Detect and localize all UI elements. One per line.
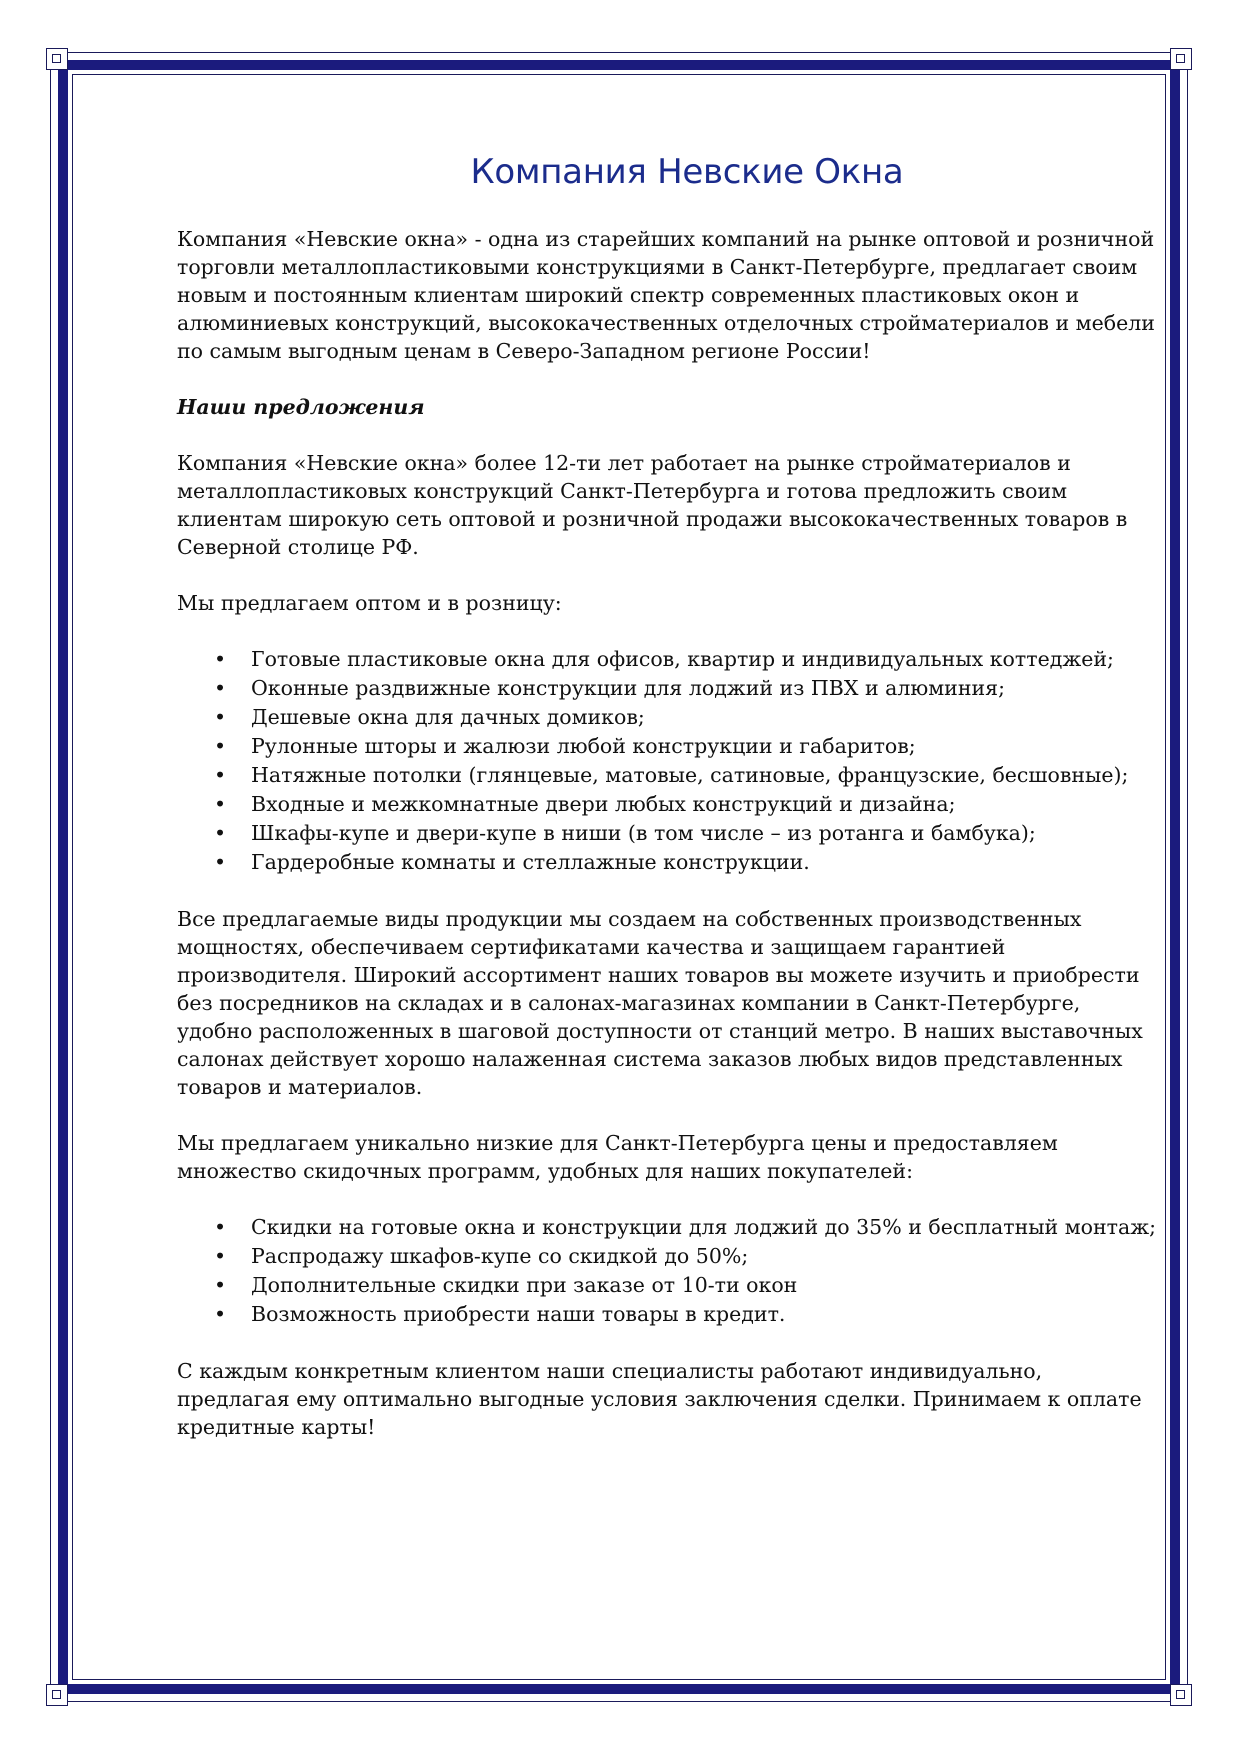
corner-ornament-bottom-right [1170, 1684, 1192, 1706]
discounts-list [177, 1213, 1157, 1329]
corner-ornament-bottom-left [46, 1684, 68, 1706]
list-item: • Рулонные шторы и жалюзи любой конструкции и габаритов; [251, 732, 1157, 761]
list-item: • Оконные раздвижные конструкции для лоджий из ПВХ и алюминия; [251, 674, 1157, 703]
list-item: • Возможность приобрести наши товары в кредит. [251, 1300, 1157, 1329]
paragraph-experience: Компания «Невские окна» более 12-ти лет работает на рынке стройматериалов и металлопластиковых конструкций Санкт-Петербурга и готова предложить своим клиентам широкую сеть оптовой и розничной продажи высококачественных товаров в Северной столице РФ. [177, 451, 1128, 559]
list-item: • Шкафы-купе и двери-купе в ниши (в том числе – из ротанга и бамбука); [251, 819, 1157, 848]
offers-list [177, 645, 1157, 877]
corner-ornament-top-left [46, 48, 68, 70]
list-item: • Дополнительные скидки при заказе от 10-ти окон [251, 1271, 1157, 1300]
section-heading: Наши предложения [177, 395, 425, 419]
paragraph-discounts-intro: Мы предлагаем уникально низкие для Санкт-Петербурга цены и предоставляем множество скидочных программ, удобных для наших покупателей: [177, 1131, 1058, 1183]
list-item: • Натяжные потолки (глянцевые, матовые, сатиновые, французские, бесшовные); [251, 761, 1157, 790]
corner-ornament-top-right [1170, 48, 1192, 70]
list-item: • Гардеробные комнаты и стеллажные конструкции. [251, 848, 1157, 877]
paragraph-closing: С каждым конкретным клиентом наши специалисты работают индивидуально, предлагая ему оптимально выгодные условия заключения сделки. Принимаем к оплате кредитные карты! [177, 1359, 1142, 1439]
list-item: • Дешевые окна для дачных домиков; [251, 703, 1157, 732]
document-title: Компания Невские Окна [470, 152, 904, 192]
paragraph-production: Все предлагаемые виды продукции мы создаем на собственных производственных мощностях, обеспечиваем сертификатами качества и защищаем гарантией производителя. Широкий ассортимент наших товаров вы можете изучить и приобрести без посредников на складах и в салонах-магазинах компании в Санкт-Петербурге, удобно расположенных в шаговой доступности от станций метро. В наших выставочных салонах действует хорошо налаженная система заказов любых видов представленных товаров и материалов. [177, 907, 1143, 1099]
paragraph-offer-intro: Мы предлагаем оптом и в розницу: [177, 591, 562, 615]
list-item: • Распродажу шкафов-купе со скидкой до 50%; [251, 1242, 1157, 1271]
intro-paragraph: Компания «Невские окна» - одна из старейших компаний на рынке оптовой и розничной торговли металлопластиковыми конструкциями в Санкт-Петербурге, предлагает своим новым и постоянным клиентам широкий спектр современных пластиковых окон и алюминиевых конструкций, высококачественных отделочных стройматериалов и мебели по самым выгодным ценам в Северо-Западном регионе России! [177, 227, 1155, 363]
document-body [177, 140, 1157, 1469]
list-item: • Готовые пластиковые окна для офисов, квартир и индивидуальных коттеджей; [251, 645, 1157, 674]
list-item: • Скидки на готовые окна и конструкции для лоджий до 35% и бесплатный монтаж; [251, 1213, 1157, 1242]
list-item: • Входные и межкомнатные двери любых конструкций и дизайна; [251, 790, 1157, 819]
